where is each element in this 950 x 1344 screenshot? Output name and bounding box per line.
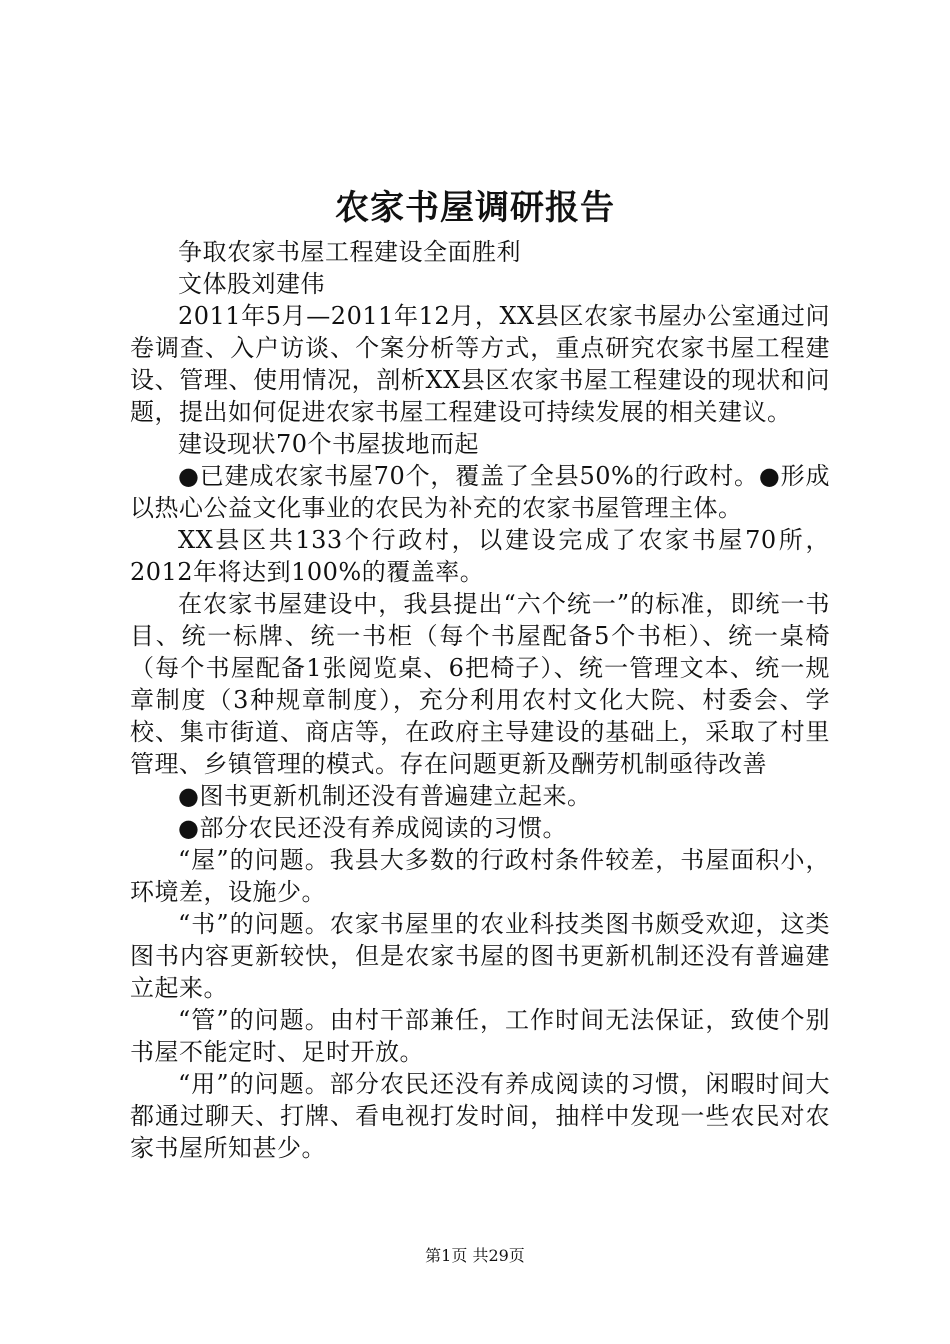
paragraph-six-unified: 在农家书屋建设中，我县提出“六个统一”的标准，即统一书目、统一标牌、统一书柜（每个书屋配备5个书柜）、统一桌椅（每个书屋配备1张阅览桌、6把椅子）、统一管理文本、统一规章制度（3种规章制度），充分利用农村文化大院、村委会、学校、集市街道、商店等，在政府主导建设的基础上，采取了村里管理、乡镇管理的模式。存在问题更新及酬劳机制亟待改善 [130,590,830,778]
page-footer: 第1页 共29页 [425,1246,525,1265]
paragraph-book-issue: “书”的问题。农家书屋里的农业科技类图书颇受欢迎，这类图书内容更新较快，但是农家书屋的图书更新机制还没有普遍建立起来。 [130,910,830,1002]
document-body [130,236,830,1164]
paragraph-intro: 2011年5月—2011年12月，XX县区农家书屋办公室通过问卷调查、入户访谈、个案分析等方式，重点研究农家书屋工程建设、管理、使用情况，剖析XX县区农家书屋工程建设的现状和问题，提出如何促进农家书屋工程建设可持续发展的相关建议。 [130,302,830,426]
paragraph-bullet-reading: ●部分农民还没有养成阅读的习惯。 [178,814,567,842]
paragraph-manage-issue: “管”的问题。由村干部兼任，工作时间无法保证，致使个别书屋不能定时、足时开放。 [130,1006,830,1066]
paragraph-subtitle: 争取农家书屋工程建设全面胜利 [178,238,521,266]
paragraph-house-issue: “屋”的问题。我县大多数的行政村条件较差，书屋面积小，环境差，设施少。 [130,846,830,906]
paragraph-use-issue: “用”的问题。部分农民还没有养成阅读的习惯，闲暇时间大都通过聊天、打牌、看电视打发时间，抽样中发现一些农民对农家书屋所知甚少。 [130,1070,830,1162]
paragraph-bullet-update: ●图书更新机制还没有普遍建立起来。 [178,782,592,810]
document-title: 农家书屋调研报告 [335,188,615,228]
paragraph-section-heading: 建设现状70个书屋拔地而起 [178,430,480,458]
paragraph-author: 文体股刘建伟 [178,270,325,298]
paragraph-coverage: XX县区共133个行政村，以建设完成了农家书屋70所，2012年将达到100%的覆盖率。 [130,526,830,586]
paragraph-bullet-built: ●已建成农家书屋70个，覆盖了全县50%的行政村。●形成以热心公益文化事业的农民为补充的农家书屋管理主体。 [130,462,830,522]
